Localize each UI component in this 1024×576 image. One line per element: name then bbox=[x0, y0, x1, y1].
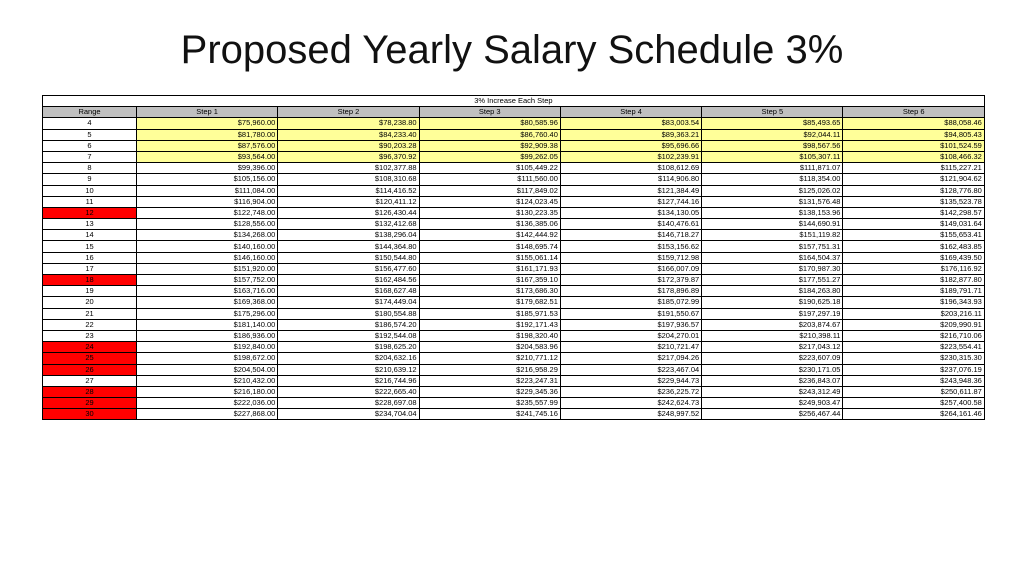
salary-cell-step-1: $198,672.00 bbox=[137, 353, 278, 364]
range-cell: 16 bbox=[43, 252, 137, 263]
salary-cell-step-3: $167,359.10 bbox=[419, 275, 560, 286]
salary-cell-step-4: $134,130.05 bbox=[560, 207, 701, 218]
salary-cell-step-1: $157,752.00 bbox=[137, 275, 278, 286]
salary-cell-step-5: $210,398.11 bbox=[702, 330, 843, 341]
range-cell: 14 bbox=[43, 230, 137, 241]
range-cell: 18 bbox=[43, 275, 137, 286]
salary-cell-step-1: $99,396.00 bbox=[137, 163, 278, 174]
salary-cell-step-5: $118,354.00 bbox=[702, 174, 843, 185]
salary-cell-step-3: $130,223.35 bbox=[419, 207, 560, 218]
salary-cell-step-2: $222,665.40 bbox=[278, 386, 419, 397]
salary-cell-step-2: $198,625.20 bbox=[278, 342, 419, 353]
salary-cell-step-6: $121,904.62 bbox=[843, 174, 984, 185]
salary-cell-step-4: $217,094.26 bbox=[560, 353, 701, 364]
range-cell: 19 bbox=[43, 286, 137, 297]
range-cell: 4 bbox=[43, 118, 137, 129]
table-row bbox=[43, 409, 985, 420]
salary-cell-step-6: $264,161.46 bbox=[843, 409, 984, 420]
salary-cell-step-3: $105,449.22 bbox=[419, 163, 560, 174]
salary-cell-step-5: $111,871.07 bbox=[702, 163, 843, 174]
salary-cell-step-5: $197,297.19 bbox=[702, 308, 843, 319]
header-step-2: Step 2 bbox=[278, 107, 419, 118]
salary-cell-step-5: $230,171.05 bbox=[702, 364, 843, 375]
salary-cell-step-6: $88,058.46 bbox=[843, 118, 984, 129]
table-caption-row bbox=[43, 96, 985, 107]
salary-cell-step-5: $131,576.48 bbox=[702, 196, 843, 207]
salary-cell-step-1: $122,748.00 bbox=[137, 207, 278, 218]
salary-cell-step-6: $101,524.59 bbox=[843, 140, 984, 151]
salary-cell-step-3: $204,583.96 bbox=[419, 342, 560, 353]
salary-cell-step-2: $96,370.92 bbox=[278, 151, 419, 162]
salary-cell-step-3: $216,958.29 bbox=[419, 364, 560, 375]
table-row bbox=[43, 196, 985, 207]
salary-cell-step-5: $190,625.18 bbox=[702, 297, 843, 308]
salary-cell-step-1: $216,180.00 bbox=[137, 386, 278, 397]
table-row bbox=[43, 386, 985, 397]
salary-cell-step-1: $151,920.00 bbox=[137, 263, 278, 274]
range-cell: 24 bbox=[43, 342, 137, 353]
salary-cell-step-4: $210,721.47 bbox=[560, 342, 701, 353]
table-body bbox=[43, 118, 985, 420]
salary-cell-step-4: $102,239.91 bbox=[560, 151, 701, 162]
salary-cell-step-5: $223,607.09 bbox=[702, 353, 843, 364]
table-row bbox=[43, 174, 985, 185]
header-range: Range bbox=[43, 107, 137, 118]
table-row bbox=[43, 330, 985, 341]
salary-cell-step-4: $178,896.89 bbox=[560, 286, 701, 297]
salary-cell-step-2: $144,364.80 bbox=[278, 241, 419, 252]
header-step-1: Step 1 bbox=[137, 107, 278, 118]
table-row bbox=[43, 398, 985, 409]
range-cell: 11 bbox=[43, 196, 137, 207]
salary-cell-step-5: $151,119.82 bbox=[702, 230, 843, 241]
salary-cell-step-4: $153,156.62 bbox=[560, 241, 701, 252]
salary-cell-step-2: $216,744.96 bbox=[278, 375, 419, 386]
salary-cell-step-2: $228,697.08 bbox=[278, 398, 419, 409]
salary-cell-step-6: $169,439.50 bbox=[843, 252, 984, 263]
salary-cell-step-2: $168,627.48 bbox=[278, 286, 419, 297]
salary-cell-step-4: $223,467.04 bbox=[560, 364, 701, 375]
salary-cell-step-3: $86,760.40 bbox=[419, 129, 560, 140]
salary-cell-step-4: $166,007.09 bbox=[560, 263, 701, 274]
salary-cell-step-4: $229,944.73 bbox=[560, 375, 701, 386]
table-row bbox=[43, 151, 985, 162]
table-row bbox=[43, 252, 985, 263]
salary-cell-step-4: $83,003.54 bbox=[560, 118, 701, 129]
salary-cell-step-5: $144,690.91 bbox=[702, 219, 843, 230]
salary-cell-step-2: $162,484.56 bbox=[278, 275, 419, 286]
salary-cell-step-6: $250,611.87 bbox=[843, 386, 984, 397]
salary-cell-step-3: $241,745.16 bbox=[419, 409, 560, 420]
salary-cell-step-6: $142,298.57 bbox=[843, 207, 984, 218]
table-caption: 3% Increase Each Step bbox=[43, 96, 985, 107]
salary-cell-step-5: $85,493.65 bbox=[702, 118, 843, 129]
salary-cell-step-6: $149,031.64 bbox=[843, 219, 984, 230]
salary-cell-step-3: $136,385.06 bbox=[419, 219, 560, 230]
salary-cell-step-6: $94,805.43 bbox=[843, 129, 984, 140]
salary-cell-step-1: $222,036.00 bbox=[137, 398, 278, 409]
salary-cell-step-6: $128,776.80 bbox=[843, 185, 984, 196]
range-cell: 12 bbox=[43, 207, 137, 218]
range-cell: 5 bbox=[43, 129, 137, 140]
salary-cell-step-4: $95,696.66 bbox=[560, 140, 701, 151]
salary-cell-step-3: $210,771.12 bbox=[419, 353, 560, 364]
salary-cell-step-2: $78,238.80 bbox=[278, 118, 419, 129]
salary-cell-step-4: $172,379.87 bbox=[560, 275, 701, 286]
salary-cell-step-1: $134,268.00 bbox=[137, 230, 278, 241]
salary-cell-step-5: $184,263.80 bbox=[702, 286, 843, 297]
table-row bbox=[43, 286, 985, 297]
salary-cell-step-6: $115,227.21 bbox=[843, 163, 984, 174]
salary-cell-step-6: $243,948.36 bbox=[843, 375, 984, 386]
range-cell: 25 bbox=[43, 353, 137, 364]
salary-cell-step-3: $111,560.00 bbox=[419, 174, 560, 185]
salary-cell-step-1: $186,936.00 bbox=[137, 330, 278, 341]
range-cell: 7 bbox=[43, 151, 137, 162]
salary-schedule-table bbox=[42, 95, 985, 420]
salary-cell-step-2: $180,554.88 bbox=[278, 308, 419, 319]
salary-cell-step-1: $175,296.00 bbox=[137, 308, 278, 319]
salary-cell-step-5: $164,504.37 bbox=[702, 252, 843, 263]
table-row bbox=[43, 275, 985, 286]
salary-cell-step-4: $248,997.52 bbox=[560, 409, 701, 420]
salary-cell-step-5: $249,903.47 bbox=[702, 398, 843, 409]
range-cell: 17 bbox=[43, 263, 137, 274]
salary-cell-step-4: $204,270.01 bbox=[560, 330, 701, 341]
salary-cell-step-3: $229,345.36 bbox=[419, 386, 560, 397]
salary-cell-step-5: $157,751.31 bbox=[702, 241, 843, 252]
table-row bbox=[43, 219, 985, 230]
salary-cell-step-1: $227,868.00 bbox=[137, 409, 278, 420]
salary-cell-step-6: $196,343.93 bbox=[843, 297, 984, 308]
salary-cell-step-6: $135,523.78 bbox=[843, 196, 984, 207]
salary-cell-step-1: $87,576.00 bbox=[137, 140, 278, 151]
salary-cell-step-6: $216,710.06 bbox=[843, 330, 984, 341]
header-step-5: Step 5 bbox=[702, 107, 843, 118]
range-cell: 15 bbox=[43, 241, 137, 252]
salary-cell-step-4: $127,744.16 bbox=[560, 196, 701, 207]
salary-cell-step-1: $75,960.00 bbox=[137, 118, 278, 129]
salary-cell-step-6: $155,653.41 bbox=[843, 230, 984, 241]
salary-cell-step-3: $148,695.74 bbox=[419, 241, 560, 252]
table-row bbox=[43, 297, 985, 308]
salary-cell-step-3: $80,585.96 bbox=[419, 118, 560, 129]
range-cell: 21 bbox=[43, 308, 137, 319]
salary-cell-step-1: $146,160.00 bbox=[137, 252, 278, 263]
table-row bbox=[43, 319, 985, 330]
salary-cell-step-5: $203,874.67 bbox=[702, 319, 843, 330]
salary-cell-step-2: $84,233.40 bbox=[278, 129, 419, 140]
table-row bbox=[43, 118, 985, 129]
salary-cell-step-6: $257,400.58 bbox=[843, 398, 984, 409]
salary-cell-step-2: $120,411.12 bbox=[278, 196, 419, 207]
table-row bbox=[43, 230, 985, 241]
salary-cell-step-1: $140,160.00 bbox=[137, 241, 278, 252]
salary-cell-step-5: $98,567.56 bbox=[702, 140, 843, 151]
salary-cell-step-1: $163,716.00 bbox=[137, 286, 278, 297]
table-row bbox=[43, 140, 985, 151]
salary-cell-step-4: $108,612.69 bbox=[560, 163, 701, 174]
salary-cell-step-3: $99,262.05 bbox=[419, 151, 560, 162]
salary-cell-step-6: $108,466.32 bbox=[843, 151, 984, 162]
salary-cell-step-1: $81,780.00 bbox=[137, 129, 278, 140]
salary-cell-step-2: $90,203.28 bbox=[278, 140, 419, 151]
salary-cell-step-4: $185,072.99 bbox=[560, 297, 701, 308]
salary-cell-step-4: $236,225.72 bbox=[560, 386, 701, 397]
salary-cell-step-1: $169,368.00 bbox=[137, 297, 278, 308]
salary-cell-step-1: $192,840.00 bbox=[137, 342, 278, 353]
salary-cell-step-5: $170,987.30 bbox=[702, 263, 843, 274]
salary-cell-step-3: $142,444.92 bbox=[419, 230, 560, 241]
page-title: Proposed Yearly Salary Schedule 3% bbox=[180, 28, 844, 72]
salary-cell-step-2: $234,704.04 bbox=[278, 409, 419, 420]
salary-cell-step-3: $161,171.93 bbox=[419, 263, 560, 274]
table-row bbox=[43, 353, 985, 364]
range-cell: 23 bbox=[43, 330, 137, 341]
header-step-4: Step 4 bbox=[560, 107, 701, 118]
salary-cell-step-6: $182,877.80 bbox=[843, 275, 984, 286]
table-row bbox=[43, 241, 985, 252]
salary-cell-step-1: $210,432.00 bbox=[137, 375, 278, 386]
salary-cell-step-6: $176,116.92 bbox=[843, 263, 984, 274]
salary-cell-step-1: $204,504.00 bbox=[137, 364, 278, 375]
salary-cell-step-2: $210,639.12 bbox=[278, 364, 419, 375]
range-cell: 29 bbox=[43, 398, 137, 409]
salary-cell-step-3: $179,682.51 bbox=[419, 297, 560, 308]
salary-cell-step-5: $138,153.96 bbox=[702, 207, 843, 218]
salary-cell-step-3: $124,023.45 bbox=[419, 196, 560, 207]
salary-cell-step-5: $92,044.11 bbox=[702, 129, 843, 140]
salary-cell-step-3: $223,247.31 bbox=[419, 375, 560, 386]
salary-cell-step-4: $121,384.49 bbox=[560, 185, 701, 196]
table-row bbox=[43, 129, 985, 140]
salary-cell-step-2: $186,574.20 bbox=[278, 319, 419, 330]
salary-cell-step-4: $159,712.98 bbox=[560, 252, 701, 263]
salary-cell-step-2: $126,430.44 bbox=[278, 207, 419, 218]
salary-cell-step-5: $217,043.12 bbox=[702, 342, 843, 353]
salary-cell-step-6: $203,216.11 bbox=[843, 308, 984, 319]
salary-cell-step-2: $174,449.04 bbox=[278, 297, 419, 308]
table-row bbox=[43, 375, 985, 386]
salary-cell-step-2: $132,412.68 bbox=[278, 219, 419, 230]
salary-cell-step-2: $102,377.88 bbox=[278, 163, 419, 174]
salary-cell-step-3: $173,686.30 bbox=[419, 286, 560, 297]
salary-cell-step-6: $223,554.41 bbox=[843, 342, 984, 353]
table-row bbox=[43, 185, 985, 196]
salary-cell-step-1: $93,564.00 bbox=[137, 151, 278, 162]
table-row bbox=[43, 207, 985, 218]
salary-cell-step-5: $243,312.49 bbox=[702, 386, 843, 397]
salary-cell-step-5: $236,843.07 bbox=[702, 375, 843, 386]
salary-cell-step-4: $146,718.27 bbox=[560, 230, 701, 241]
range-cell: 22 bbox=[43, 319, 137, 330]
salary-cell-step-2: $156,477.60 bbox=[278, 263, 419, 274]
range-cell: 30 bbox=[43, 409, 137, 420]
salary-cell-step-2: $204,632.16 bbox=[278, 353, 419, 364]
range-cell: 28 bbox=[43, 386, 137, 397]
range-cell: 6 bbox=[43, 140, 137, 151]
table-row bbox=[43, 163, 985, 174]
salary-cell-step-5: $125,026.02 bbox=[702, 185, 843, 196]
salary-cell-step-5: $256,467.44 bbox=[702, 409, 843, 420]
salary-cell-step-2: $108,310.68 bbox=[278, 174, 419, 185]
range-cell: 27 bbox=[43, 375, 137, 386]
salary-cell-step-6: $230,315.30 bbox=[843, 353, 984, 364]
range-cell: 10 bbox=[43, 185, 137, 196]
salary-cell-step-4: $197,936.57 bbox=[560, 319, 701, 330]
table-row bbox=[43, 263, 985, 274]
salary-cell-step-3: $92,909.38 bbox=[419, 140, 560, 151]
range-cell: 13 bbox=[43, 219, 137, 230]
salary-cell-step-2: $114,416.52 bbox=[278, 185, 419, 196]
salary-cell-step-3: $185,971.53 bbox=[419, 308, 560, 319]
salary-cell-step-3: $235,557.99 bbox=[419, 398, 560, 409]
table-row bbox=[43, 364, 985, 375]
salary-cell-step-4: $89,363.21 bbox=[560, 129, 701, 140]
salary-cell-step-3: $198,320.40 bbox=[419, 330, 560, 341]
salary-cell-step-1: $111,084.00 bbox=[137, 185, 278, 196]
salary-cell-step-2: $138,296.04 bbox=[278, 230, 419, 241]
salary-cell-step-1: $128,556.00 bbox=[137, 219, 278, 230]
salary-cell-step-2: $192,544.08 bbox=[278, 330, 419, 341]
salary-cell-step-5: $105,307.11 bbox=[702, 151, 843, 162]
salary-cell-step-3: $117,849.02 bbox=[419, 185, 560, 196]
salary-cell-step-3: $192,171.43 bbox=[419, 319, 560, 330]
header-step-6: Step 6 bbox=[843, 107, 984, 118]
salary-cell-step-6: $209,990.91 bbox=[843, 319, 984, 330]
salary-cell-step-1: $105,156.00 bbox=[137, 174, 278, 185]
salary-cell-step-6: $162,483.85 bbox=[843, 241, 984, 252]
table-row bbox=[43, 308, 985, 319]
salary-cell-step-2: $150,544.80 bbox=[278, 252, 419, 263]
header-step-3: Step 3 bbox=[419, 107, 560, 118]
range-cell: 20 bbox=[43, 297, 137, 308]
salary-cell-step-4: $140,476.61 bbox=[560, 219, 701, 230]
salary-cell-step-3: $155,061.14 bbox=[419, 252, 560, 263]
range-cell: 26 bbox=[43, 364, 137, 375]
table-row bbox=[43, 342, 985, 353]
salary-cell-step-4: $242,624.73 bbox=[560, 398, 701, 409]
salary-cell-step-4: $191,550.67 bbox=[560, 308, 701, 319]
table-header-row bbox=[43, 107, 985, 118]
salary-cell-step-6: $189,791.71 bbox=[843, 286, 984, 297]
salary-cell-step-5: $177,551.27 bbox=[702, 275, 843, 286]
salary-cell-step-1: $181,140.00 bbox=[137, 319, 278, 330]
range-cell: 8 bbox=[43, 163, 137, 174]
salary-cell-step-6: $237,076.19 bbox=[843, 364, 984, 375]
salary-cell-step-1: $116,904.00 bbox=[137, 196, 278, 207]
range-cell: 9 bbox=[43, 174, 137, 185]
salary-cell-step-4: $114,906.80 bbox=[560, 174, 701, 185]
